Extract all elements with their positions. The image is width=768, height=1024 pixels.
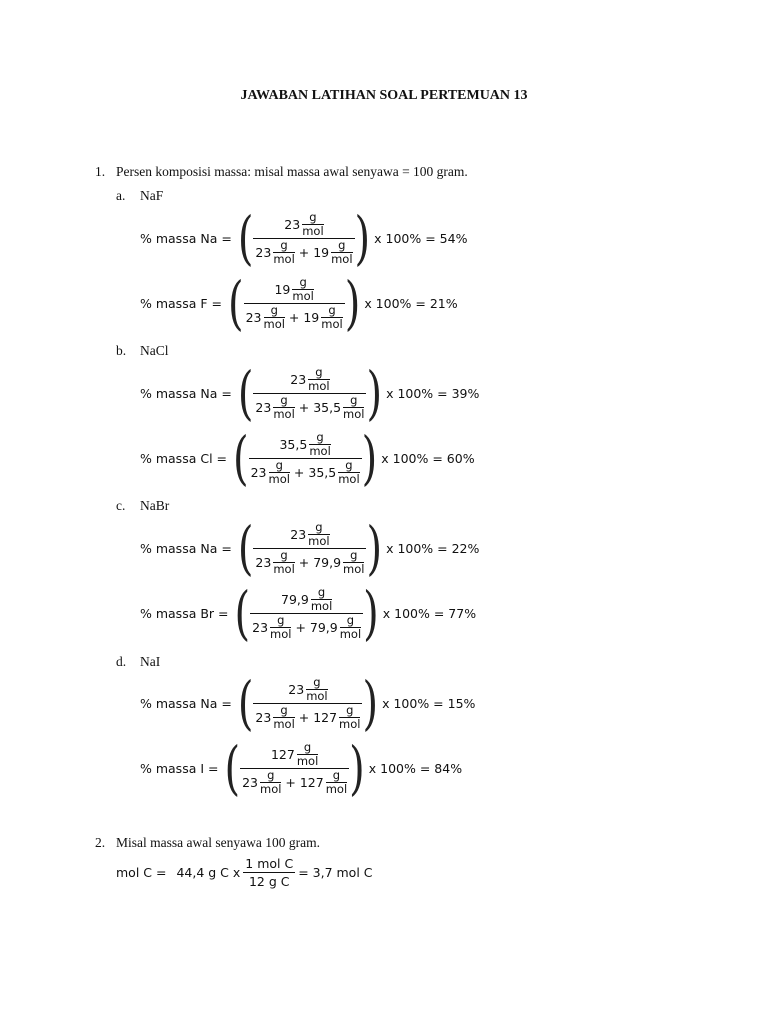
fraction-numerator (279, 587, 334, 612)
equation-label: % massa Na = (140, 231, 232, 246)
right-paren: ) (366, 515, 383, 582)
denominator-term-b: 19 (313, 245, 330, 260)
right-paren: ) (354, 205, 371, 272)
fraction-numerator (272, 277, 315, 302)
unit-g-per-mol (302, 212, 323, 237)
mol-c-result: = 3,7 mol C (298, 865, 373, 880)
equation-label: % massa Br = (140, 606, 229, 621)
mass-percent-equation (140, 515, 480, 582)
unit-top: g (328, 303, 336, 317)
part-letter: d. (116, 654, 127, 669)
equation-result: x 100% = 21% (364, 296, 458, 311)
right-paren: ) (362, 670, 379, 737)
plus-sign: + (284, 310, 304, 325)
fraction-denominator (253, 240, 354, 265)
unit-top: g (350, 393, 358, 407)
plus-sign: + (294, 555, 314, 570)
unit-g-per-mol (273, 705, 294, 730)
unit-bottom: mol (338, 472, 360, 486)
unit-top: g (280, 548, 288, 562)
mass-percent-equation (140, 735, 463, 802)
right-paren: ) (361, 425, 378, 492)
unit-bottom: mol (273, 717, 295, 731)
unit-g-per-mol (308, 367, 329, 392)
equation-fraction (244, 277, 345, 330)
equation-result: x 100% = 39% (386, 386, 480, 401)
mol-c-denominator: 12 g C (248, 874, 290, 889)
question-1-text: Persen komposisi massa: misal massa awal senyawa = 100 gram. (116, 164, 468, 179)
fraction-numerator (288, 522, 331, 547)
unit-top: g (280, 238, 288, 252)
mass-percent-equation (140, 270, 458, 337)
mol-c-equation (116, 856, 373, 889)
unit-bottom: mol (308, 379, 330, 393)
left-paren: ( (227, 270, 244, 337)
equation-result: x 100% = 22% (386, 541, 480, 556)
unit-g-per-mol (269, 460, 290, 485)
denominator-term-b: 19 (303, 310, 320, 325)
denominator-term-b: 35,5 (313, 400, 342, 415)
mol-c-numerator: 1 mol C (245, 856, 294, 871)
denominator-term-a: 23 (255, 710, 272, 725)
denominator-term-b: 127 (313, 710, 338, 725)
unit-top: g (346, 703, 354, 717)
unit-g-per-mol (273, 395, 294, 420)
denominator-term-b: 35,5 (308, 465, 337, 480)
unit-bottom: mol (273, 252, 295, 266)
unit-g-per-mol (339, 705, 360, 730)
unit-top: g (267, 768, 275, 782)
unit-top: g (303, 740, 312, 754)
unit-g-per-mol (343, 395, 364, 420)
equation-label: % massa I = (140, 761, 219, 776)
unit-g-per-mol (306, 677, 327, 702)
equation-label: % massa Cl = (140, 451, 227, 466)
equation-label: % massa F = (140, 296, 222, 311)
mol-c-mass: 44,4 g C x (176, 865, 241, 880)
part-letter: b. (116, 343, 127, 358)
page-title: JAWABAN LATIHAN SOAL PERTEMUAN 13 (240, 88, 528, 103)
part-compound: NaF (140, 188, 164, 203)
left-paren: ( (233, 425, 249, 492)
unit-bottom: mol (343, 407, 365, 421)
denominator-term-a: 23 (242, 775, 258, 790)
fraction-numerator (286, 677, 329, 702)
mass-percent-equation (140, 580, 477, 647)
equation-fraction (253, 212, 354, 265)
unit-bottom: mol (302, 224, 324, 238)
left-paren: ( (234, 580, 251, 647)
fraction-numerator (277, 432, 332, 457)
unit-g-per-mol (308, 522, 329, 547)
plus-sign: + (294, 245, 314, 260)
unit-bottom: mol (260, 782, 282, 796)
right-paren: ) (366, 360, 383, 427)
fraction-denominator (253, 705, 362, 730)
mass-percent-equation (140, 670, 476, 737)
unit-bottom: mol (331, 252, 353, 266)
mass-percent-equation (140, 360, 480, 427)
unit-top: g (309, 210, 317, 224)
equation-fraction (253, 367, 366, 420)
unit-g-per-mol (273, 550, 294, 575)
mol-c-fraction (243, 856, 295, 889)
unit-bottom: mol (309, 444, 331, 458)
unit-top: g (275, 458, 283, 472)
unit-g-per-mol (260, 770, 281, 795)
unit-top: g (332, 768, 341, 782)
unit-g-per-mol (343, 550, 364, 575)
right-paren: ) (349, 735, 365, 802)
unit-bottom: mol (263, 317, 285, 331)
unit-top: g (299, 275, 307, 289)
unit-bottom: mol (268, 472, 290, 486)
unit-top: g (277, 613, 285, 627)
denominator-term-a: 23 (255, 245, 272, 260)
equation-fraction (240, 742, 349, 795)
equation-label: % massa Na = (140, 541, 232, 556)
unit-bottom: mol (292, 289, 314, 303)
unit-bottom: mol (321, 317, 343, 331)
equation-fraction (253, 522, 366, 575)
unit-g-per-mol (321, 305, 342, 330)
fraction-numerator (282, 212, 325, 237)
numerator-value: 23 (290, 372, 307, 387)
denominator-term-a: 23 (250, 465, 267, 480)
numerator-value: 23 (290, 527, 307, 542)
unit-top: g (345, 458, 353, 472)
unit-g-per-mol (270, 615, 291, 640)
mol-c-label: mol C = (116, 865, 167, 880)
unit-top: g (280, 393, 288, 407)
equation-label: % massa Na = (140, 696, 232, 711)
denominator-term-a: 23 (255, 400, 272, 415)
numerator-value: 23 (284, 217, 301, 232)
fraction-denominator (244, 305, 345, 330)
unit-top: g (315, 520, 323, 534)
denominator-term-b: 79,9 (309, 620, 338, 635)
left-paren: ( (237, 515, 254, 582)
denominator-term-a: 23 (252, 620, 269, 635)
unit-bottom: mol (306, 689, 328, 703)
denominator-term-a: 23 (245, 310, 262, 325)
equation-result: x 100% = 15% (382, 696, 476, 711)
numerator-value: 35,5 (279, 437, 308, 452)
unit-top: g (346, 613, 355, 627)
question-1-number: 1. (95, 164, 106, 179)
equation-fraction (250, 587, 363, 640)
plus-sign: + (289, 465, 309, 480)
unit-g-per-mol (338, 460, 359, 485)
plus-sign: + (281, 775, 300, 790)
fraction-denominator (250, 615, 363, 640)
unit-bottom: mol (343, 562, 365, 576)
unit-bottom: mol (310, 599, 333, 613)
plus-sign: + (291, 620, 310, 635)
unit-top: g (316, 430, 324, 444)
left-paren: ( (224, 735, 241, 802)
unit-bottom: mol (339, 717, 361, 731)
unit-top: g (315, 365, 323, 379)
equation-label: % massa Na = (140, 386, 232, 401)
fraction-denominator (253, 550, 366, 575)
unit-g-per-mol (326, 770, 347, 795)
unit-bottom: mol (308, 534, 330, 548)
unit-bottom: mol (273, 407, 295, 421)
unit-bottom: mol (273, 562, 295, 576)
unit-g-per-mol (273, 240, 294, 265)
equation-result: x 100% = 84% (368, 761, 463, 776)
plus-sign: + (294, 400, 314, 415)
left-paren: ( (237, 205, 254, 272)
fraction-denominator (249, 460, 362, 485)
denominator-term-b: 127 (299, 775, 324, 790)
equation-result: x 100% = 60% (381, 451, 475, 466)
unit-bottom: mol (339, 627, 362, 641)
unit-g-per-mol (264, 305, 285, 330)
numerator-value: 127 (270, 747, 295, 762)
denominator-term-b: 79,9 (313, 555, 342, 570)
numerator-value: 79,9 (281, 592, 309, 607)
denominator-term-a: 23 (255, 555, 272, 570)
left-paren: ( (237, 670, 254, 737)
unit-top: g (270, 303, 278, 317)
numerator-value: 23 (288, 682, 305, 697)
unit-g-per-mol (311, 587, 332, 612)
unit-bottom: mol (296, 754, 319, 768)
unit-g-per-mol (297, 742, 318, 767)
fraction-denominator (253, 395, 366, 420)
unit-top: g (280, 703, 288, 717)
unit-bottom: mol (270, 627, 292, 641)
fraction-numerator (288, 367, 331, 392)
part-compound: NaBr (140, 498, 170, 513)
mass-percent-equation (140, 425, 475, 492)
fraction-numerator (269, 742, 320, 767)
part-compound: NaI (140, 654, 161, 669)
right-paren: ) (363, 580, 379, 647)
unit-bottom: mol (325, 782, 348, 796)
part-letter: a. (116, 188, 126, 203)
numerator-value: 19 (274, 282, 291, 297)
unit-top: g (317, 585, 326, 599)
part-letter: c. (116, 498, 126, 513)
unit-g-per-mol (331, 240, 352, 265)
unit-g-per-mol (292, 277, 313, 302)
unit-g-per-mol (309, 432, 330, 457)
equation-fraction (253, 677, 362, 730)
part-compound: NaCl (140, 343, 169, 358)
fraction-denominator (240, 770, 349, 795)
mass-percent-equation (140, 205, 468, 272)
right-paren: ) (344, 270, 361, 337)
unit-top: g (350, 548, 358, 562)
unit-top: g (313, 675, 321, 689)
unit-g-per-mol (340, 615, 361, 640)
question-2-number: 2. (95, 835, 106, 850)
equation-result: x 100% = 54% (374, 231, 468, 246)
unit-top: g (338, 238, 346, 252)
plus-sign: + (294, 710, 314, 725)
left-paren: ( (237, 360, 254, 427)
question-2-text: Misal massa awal senyawa 100 gram. (116, 835, 320, 850)
equation-result: x 100% = 77% (382, 606, 477, 621)
equation-fraction (249, 432, 362, 485)
